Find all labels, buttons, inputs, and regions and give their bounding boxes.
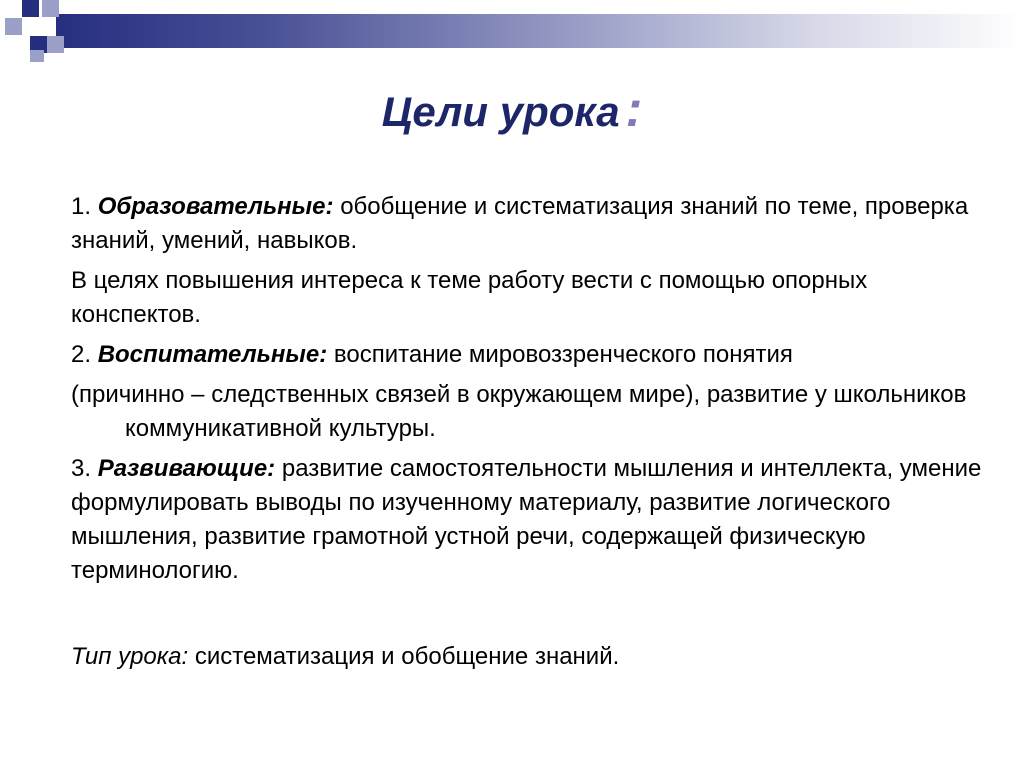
goal-number: 2. — [71, 341, 92, 368]
goal-label: Воспитательные: — [97, 341, 328, 368]
goal-number: 1. — [71, 193, 92, 220]
header-gradient-bar — [56, 14, 1024, 48]
goal-upbringing — [71, 338, 991, 372]
decor-square-icon — [47, 36, 64, 53]
slide-title-text: Цели урока — [381, 88, 620, 135]
lesson-type-label: Тип урока: — [71, 643, 189, 670]
goal-label: Развивающие: — [97, 455, 276, 482]
goal-text: развитие самостоятельности мышления и интеллекта, умение формулировать выводы по изученному материалу, развитие логического мышления, развитие грамотной устной речи, содержащей физическую терминологию. — [71, 455, 982, 584]
goal-number: 3. — [71, 455, 92, 482]
goal-upbringing-continued — [71, 378, 991, 446]
slide-title — [0, 74, 1024, 147]
slide-title-colon: : — [625, 81, 643, 137]
decor-square-icon — [42, 0, 59, 17]
goal-educational — [71, 190, 991, 258]
decor-square-icon — [5, 18, 22, 35]
goals-list — [71, 190, 991, 594]
decor-square-icon — [22, 0, 39, 17]
decor-square-icon — [30, 50, 44, 62]
goal-note-text: В целях повышения интереса к теме работу вести с помощью опорных конспектов. — [71, 267, 868, 328]
goal-note — [71, 264, 991, 332]
lesson-type-text: систематизация и обобщение знаний. — [194, 643, 620, 670]
goal-text: обобщение и систематизация знаний по теме, проверка знаний, умений, навыков. — [71, 193, 969, 254]
lesson-type — [71, 640, 991, 674]
goal-text: воспитание мировоззренческого понятия — [333, 341, 793, 368]
goal-label: Образовательные: — [97, 193, 334, 220]
goal-text: (причинно – следственных связей в окружающем мире), развитие у школьников — [71, 381, 967, 408]
goal-text: коммуникативной культуры. — [125, 415, 436, 442]
goal-developing — [71, 452, 991, 588]
